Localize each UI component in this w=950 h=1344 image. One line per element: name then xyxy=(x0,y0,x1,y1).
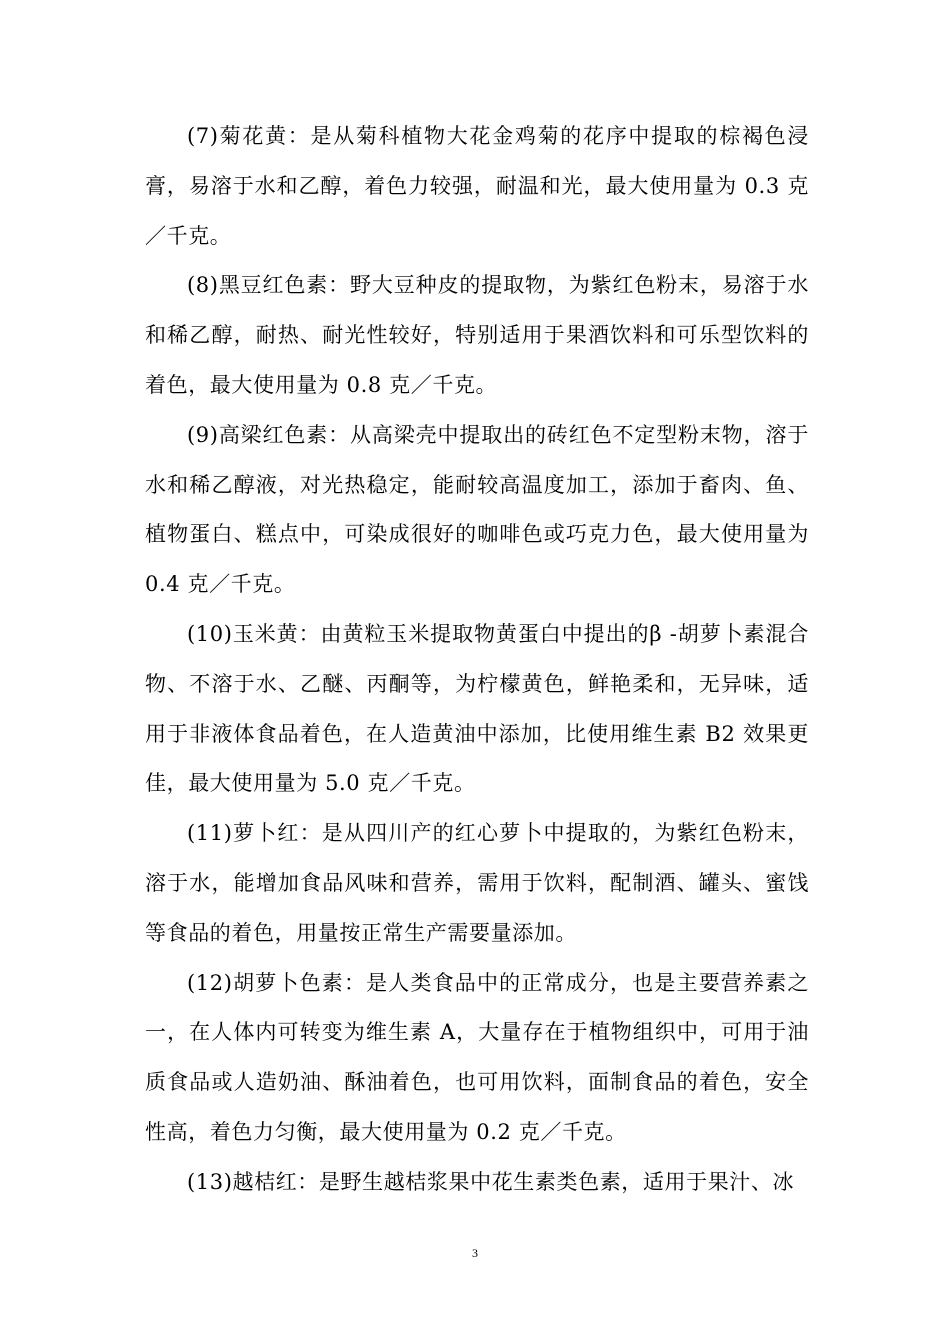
paragraph-12-carotene: (12)胡萝卜色素：是人类食品中的正常成分，也是主要营养素之一，在人体内可转变为维生素 A，大量存在于植物组织中，可用于油质食品或人造奶油、酥油着色，也可用饮料，面制食品的着色，安全性高，着色力匀衡，最大使用量为 0.2 克／千克。 xyxy=(145,970,809,1144)
document-body xyxy=(145,112,809,1208)
paragraph-11-radish-red: (11)萝卜红：是从四川产的红心萝卜中提取的，为紫红色粉末，溶于水，能增加食品风味和营养，需用于饮料，配制酒、罐头、蜜饯等食品的着色，用量按正常生产需要量添加。 xyxy=(145,821,809,945)
paragraph-10-corn-yellow: (10)玉米黄：由黄粒玉米提取物黄蛋白中提出的β -胡萝卜素混合物、不溶于水、乙醚、丙酮等，为柠檬黄色，鲜艳柔和，无异味，适用于非液体食品着色，在人造黄油中添加，比使用维生素 B2 效果更佳，最大使用量为 5.0 克／千克。 xyxy=(145,621,809,796)
paragraph-8-black-bean-red: (8)黑豆红色素：野大豆种皮的提取物，为紫红色粉末，易溶于水和稀乙醇，耐热、耐光性较好，特别适用于果酒饮料和可乐型饮料的着色，最大使用量为 0.8 克／千克。 xyxy=(145,273,809,397)
paragraph-9-sorghum-red: (9)高梁红色素：从高梁壳中提取出的砖红色不定型粉末物，溶于水和稀乙醇液，对光热稳定，能耐较高温度加工，添加于畜肉、鱼、植物蛋白、糕点中，可染成很好的咖啡色或巧克力色，最大使用量为 0.4 克／千克。 xyxy=(145,422,809,597)
page-number: 3 xyxy=(472,1246,478,1260)
paragraph-7-chrysanthemum-yellow: (7)菊花黄：是从菊科植物大花金鸡菊的花序中提取的棕褐色浸膏，易溶于水和乙醇，着色力较强，耐温和光，最大使用量为 0.3 克／千克。 xyxy=(145,124,809,248)
paragraph-13-cranberry-red: (13)越桔红：是野生越桔浆果中花生素类色素，适用于果汁、冰 xyxy=(187,1169,795,1194)
